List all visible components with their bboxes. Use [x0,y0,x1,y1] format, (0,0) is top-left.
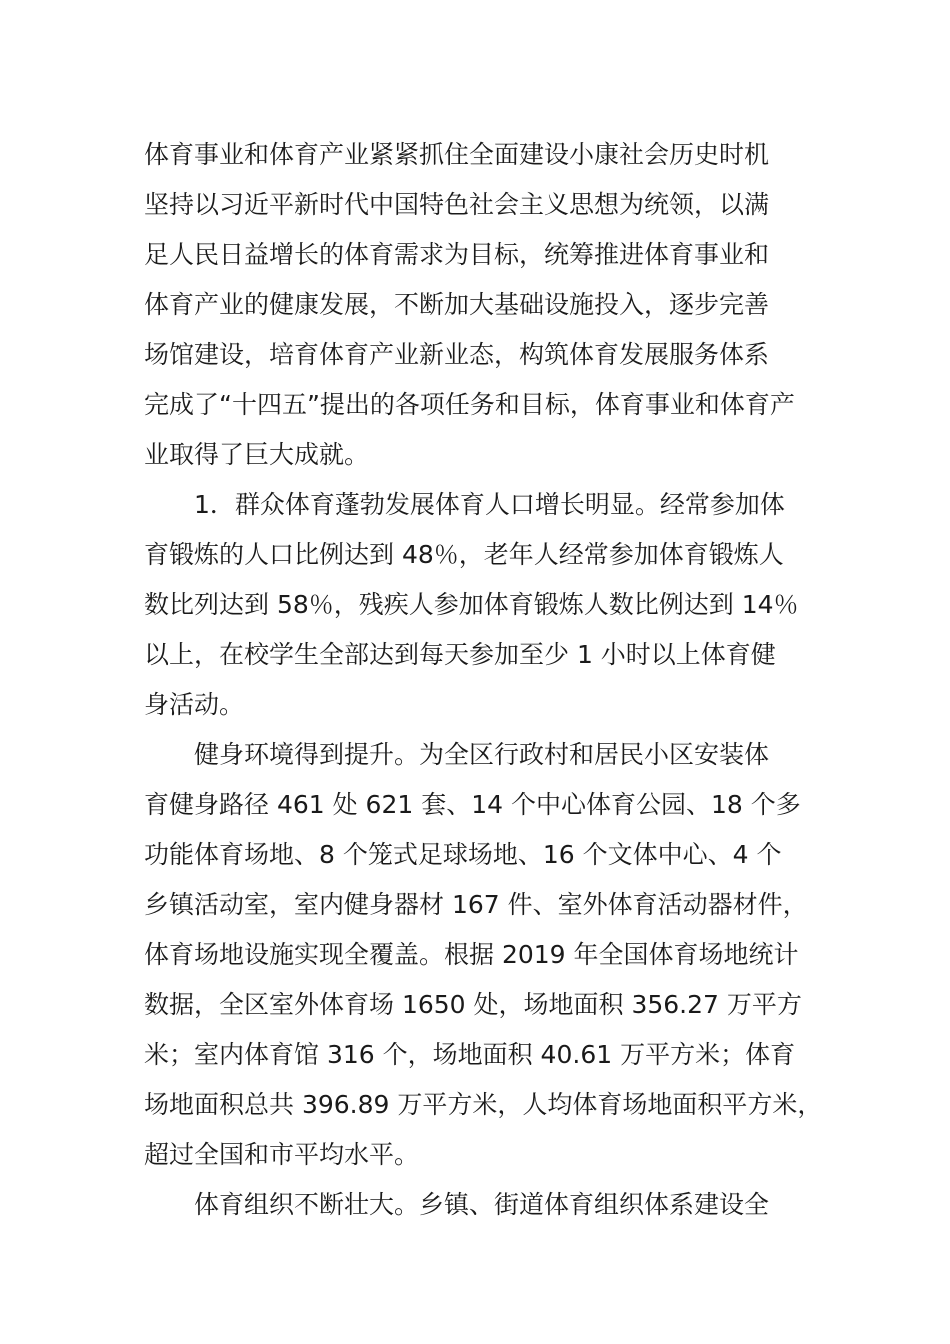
text-line: 功能体育场地、8 个笼式足球场地、16 个文体中心、4 个 [144,840,782,869]
text-line: 育锻炼的人口比例达到 48％，老年人经常参加体育锻炼人 [144,540,784,569]
body-text [144,130,834,1230]
text-line: 数比列达到 58％，残疾人参加体育锻炼人数比例达到 14％ [144,590,799,619]
text-line: 体育事业和体育产业紧紧抓住全面建设小康社会历史时机 [144,140,770,169]
text-line: 体育场地设施实现全覆盖。根据 2019 年全国体育场地统计 [144,940,799,969]
text-line: 米；室内体育馆 316 个，场地面积 40.61 万平方米；体育 [144,1040,796,1069]
text-line: 育健身路径 461 处 621 套、14 个中心体育公园、18 个多 [144,790,801,819]
text-line: 体育产业的健康发展，不断加大基础设施投入，逐步完善 [144,290,770,319]
text-line: 坚持以习近平新时代中国特色社会主义思想为统领，以满 [144,190,770,219]
text-line: 乡镇活动室，室内健身器材 167 件、室外体育活动器材件， [144,890,808,919]
paragraph-start-line: 体育组织不断壮大。乡镇、街道体育组织体系建设全 [194,1190,770,1219]
text-line: 场馆建设，培育体育产业新业态，构筑体育发展服务体系 [144,340,770,369]
text-line: 场地面积总共 396.89 万平方米，人均体育场地面积平方米， [144,1090,823,1119]
text-line: 业取得了巨大成就。 [144,440,370,469]
text-line: 数据，全区室外体育场 1650 处，场地面积 356.27 万平方 [144,990,802,1019]
text-line: 以上，在校学生全部达到每天参加至少 1 小时以上体育健 [144,640,776,669]
paragraph-start-line: 1．群众体育蓬勃发展体育人口增长明显。经常参加体 [194,490,785,519]
text-line: 足人民日益增长的体育需求为目标，统筹推进体育事业和 [144,240,770,269]
paragraph-start-line: 健身环境得到提升。为全区行政村和居民小区安装体 [194,740,770,769]
text-line: 超过全国和市平均水平。 [144,1140,420,1169]
text-line: 身活动。 [144,690,245,719]
text-line: 完成了“十四五”提出的各项任务和目标，体育事业和体育产 [144,390,795,419]
